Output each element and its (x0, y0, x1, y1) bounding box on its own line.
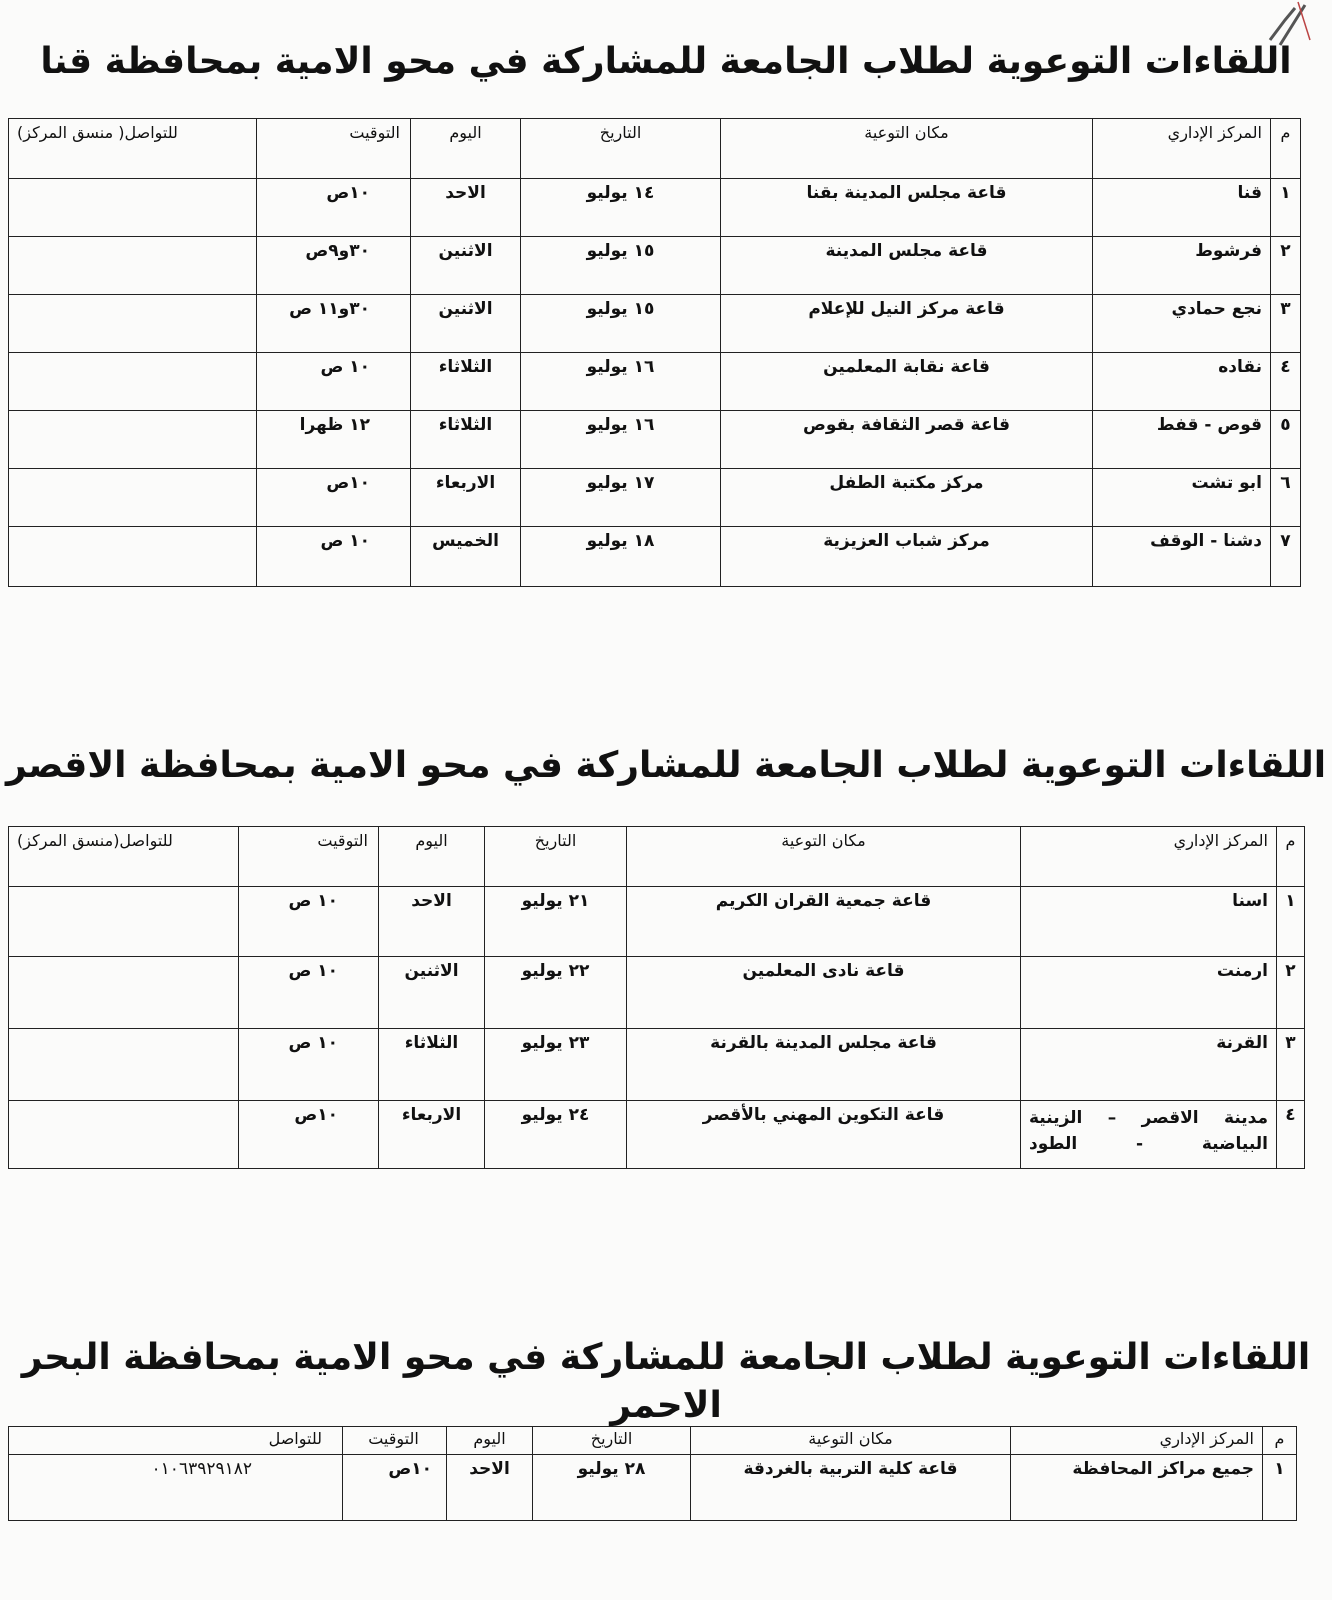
cell-place: قاعة مجلس المدينة بالقرنة (627, 1029, 1021, 1101)
cell-num: ١ (1263, 1455, 1297, 1521)
header-center: المركز الإداري (1021, 827, 1277, 887)
cell-center: دشنا - الوقف (1093, 527, 1271, 587)
table-row (9, 957, 1305, 1029)
cell-date: ١٧ يوليو (521, 469, 721, 527)
cell-day: الاربعاء (411, 469, 521, 527)
table-row (9, 411, 1301, 469)
cell-date: ١٦ يوليو (521, 411, 721, 469)
cell-date: ٢٣ يوليو (485, 1029, 627, 1101)
cell-date: ٢٢ يوليو (485, 957, 627, 1029)
header-time: التوقيت (343, 1427, 447, 1455)
cell-center: القرنة (1021, 1029, 1277, 1101)
cell-contact (9, 887, 239, 957)
table-row (9, 469, 1301, 527)
cell-num: ٣ (1271, 295, 1301, 353)
cell-day: الاحد (411, 179, 521, 237)
cell-contact (9, 353, 257, 411)
header-day: اليوم (411, 119, 521, 179)
cell-time: ١٠ص (257, 179, 411, 237)
cell-date: ١٤ يوليو (521, 179, 721, 237)
header-date: التاريخ (533, 1427, 691, 1455)
header-num: م (1277, 827, 1305, 887)
cell-day: الخميس (411, 527, 521, 587)
cell-time: ١٠ ص (239, 957, 379, 1029)
cell-date: ١٥ يوليو (521, 237, 721, 295)
cell-contact (9, 295, 257, 353)
cell-contact (9, 957, 239, 1029)
cell-time: ١٠ ص (239, 887, 379, 957)
cell-date: ٢٨ يوليو (533, 1455, 691, 1521)
cell-place: مركز شباب العزيزية (721, 527, 1093, 587)
table-row (9, 1101, 1305, 1169)
cell-center: نجع حمادي (1093, 295, 1271, 353)
cell-place: قاعة جمعية القران الكريم (627, 887, 1021, 957)
cell-center: قوص - قفط (1093, 411, 1271, 469)
cell-place: قاعة نقابة المعلمين (721, 353, 1093, 411)
header-center: المركز الإداري (1093, 119, 1271, 179)
cell-day: الثلاثاء (379, 1029, 485, 1101)
cell-day: الاثنين (379, 957, 485, 1029)
cell-day: الاثنين (411, 295, 521, 353)
cell-time: ١٠ص (257, 469, 411, 527)
cell-place: قاعة نادى المعلمين (627, 957, 1021, 1029)
table-header-row (9, 1427, 1297, 1455)
header-date: التاريخ (521, 119, 721, 179)
header-contact: للتواصل (9, 1427, 343, 1455)
cell-num: ٤ (1271, 353, 1301, 411)
cell-date: ٢٤ يوليو (485, 1101, 627, 1169)
cell-time: ٣٠و١١ ص (257, 295, 411, 353)
header-center: المركز الإداري (1011, 1427, 1263, 1455)
cell-center: نقاده (1093, 353, 1271, 411)
table-row (9, 1029, 1305, 1101)
cell-num: ٢ (1271, 237, 1301, 295)
cell-contact (9, 237, 257, 295)
cell-center: جميع مراكز المحافظة (1011, 1455, 1263, 1521)
cell-time: ١٠ ص (257, 353, 411, 411)
header-num: م (1271, 119, 1301, 179)
red-sea-title: اللقاءات التوعوية لطلاب الجامعة للمشاركة في محو الامية بمحافظة البحر الاحمر (21, 1337, 1311, 1426)
cell-time: ١٢ ظهرا (257, 411, 411, 469)
cell-time: ١٠ ص (239, 1029, 379, 1101)
cell-date: ٢١ يوليو (485, 887, 627, 957)
cell-place: قاعة التكوين المهني بالأقصر (627, 1101, 1021, 1169)
cell-date: ١٥ يوليو (521, 295, 721, 353)
cell-contact (9, 179, 257, 237)
cell-time: ١٠ص (343, 1455, 447, 1521)
table-row (9, 295, 1301, 353)
cell-contact (9, 527, 257, 587)
header-time: التوقيت (257, 119, 411, 179)
cell-time: ١٠ ص (257, 527, 411, 587)
table-row (9, 887, 1305, 957)
cell-num: ٦ (1271, 469, 1301, 527)
cell-time: ١٠ص (239, 1101, 379, 1169)
header-date: التاريخ (485, 827, 627, 887)
header-contact: للتواصل(منسق المركز) (9, 827, 239, 887)
luxor-title: اللقاءات التوعوية لطلاب الجامعة للمشاركة في محو الامية بمحافظة الاقصر (5, 745, 1327, 786)
cell-center: فرشوط (1093, 237, 1271, 295)
cell-contact (9, 411, 257, 469)
table-row (9, 179, 1301, 237)
cell-center: اسنا (1021, 887, 1277, 957)
cell-contact (9, 1029, 239, 1101)
cell-center: قنا (1093, 179, 1271, 237)
cell-date: ١٨ يوليو (521, 527, 721, 587)
header-place: مكان التوعية (627, 827, 1021, 887)
luxor-schedule-table (8, 826, 1305, 1169)
cell-num: ٤ (1277, 1101, 1305, 1169)
header-place: مكان التوعية (721, 119, 1093, 179)
cell-contact (9, 469, 257, 527)
table-header-row (9, 119, 1301, 179)
cell-day: الثلاثاء (411, 353, 521, 411)
cell-day: الاحد (379, 887, 485, 957)
cell-place: مركز مكتبة الطفل (721, 469, 1093, 527)
header-day: اليوم (447, 1427, 533, 1455)
cell-num: ٣ (1277, 1029, 1305, 1101)
cell-contact (9, 1101, 239, 1169)
header-contact: للتواصل( منسق المركز) (9, 119, 257, 179)
table-row (9, 353, 1301, 411)
cell-contact: ٠١٠٦٣٩٢٩١٨٢ (9, 1455, 343, 1521)
cell-place: قاعة قصر الثقافة بقوص (721, 411, 1093, 469)
cell-day: الثلاثاء (411, 411, 521, 469)
header-day: اليوم (379, 827, 485, 887)
table-row (9, 527, 1301, 587)
table-row (9, 1455, 1297, 1521)
red-sea-schedule-table (8, 1426, 1297, 1521)
header-time: التوقيت (239, 827, 379, 887)
header-num: م (1263, 1427, 1297, 1455)
cell-day: الاربعاء (379, 1101, 485, 1169)
cell-place: قاعة كلية التربية بالغردقة (691, 1455, 1011, 1521)
cell-num: ١ (1277, 887, 1305, 957)
table-row (9, 237, 1301, 295)
cell-center: مدينة الاقصر – الزينية البياضية - الطود (1021, 1101, 1277, 1169)
cell-center: ارمنت (1021, 957, 1277, 1029)
header-place: مكان التوعية (691, 1427, 1011, 1455)
cell-num: ٥ (1271, 411, 1301, 469)
cell-place: قاعة مركز النيل للإعلام (721, 295, 1093, 353)
cell-num: ٧ (1271, 527, 1301, 587)
qena-title: اللقاءات التوعوية لطلاب الجامعة للمشاركة في محو الامية بمحافظة قنا (40, 41, 1292, 82)
cell-num: ٢ (1277, 957, 1305, 1029)
cell-center: ابو تشت (1093, 469, 1271, 527)
cell-time: ٣٠و٩ص (257, 237, 411, 295)
cell-day: الاثنين (411, 237, 521, 295)
cell-num: ١ (1271, 179, 1301, 237)
table-header-row (9, 827, 1305, 887)
cell-day: الاحد (447, 1455, 533, 1521)
qena-schedule-table (8, 118, 1301, 587)
cell-place: قاعة مجلس المدينة (721, 237, 1093, 295)
cell-place: قاعة مجلس المدينة بقنا (721, 179, 1093, 237)
cell-date: ١٦ يوليو (521, 353, 721, 411)
